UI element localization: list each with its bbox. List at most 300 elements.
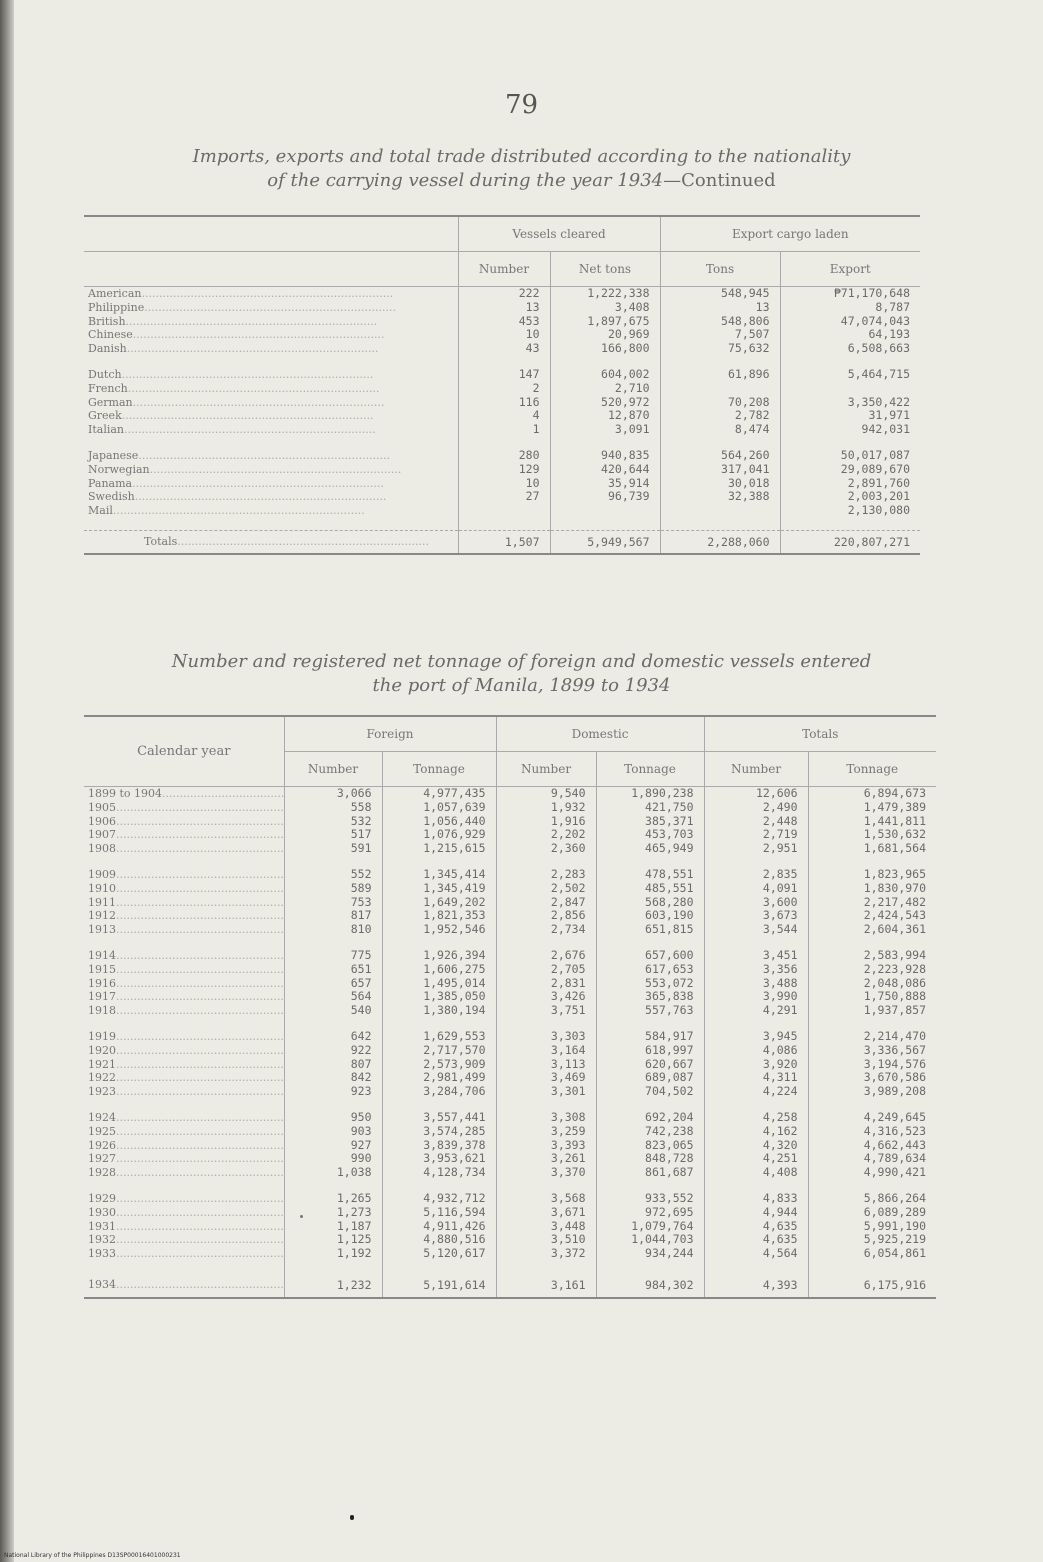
table2-cell: 552 xyxy=(284,868,382,882)
table1-cell-export: 2,130,080 xyxy=(780,504,920,518)
table2-row xyxy=(84,896,936,910)
table2-cell: 1,629,553 xyxy=(382,1030,496,1044)
spacer-cell xyxy=(704,1261,808,1273)
table1-row xyxy=(84,409,920,423)
spacer-cell xyxy=(382,1261,496,1273)
table1-cell-number: 43 xyxy=(458,342,550,356)
calendar-year: 1934 ..... xyxy=(88,1278,284,1291)
table2-cell: 558 xyxy=(284,801,382,815)
calendar-year-label xyxy=(84,949,284,963)
table2-row xyxy=(84,1044,936,1058)
table2-cell: 9,540 xyxy=(496,787,596,801)
table2-cell: 2,604,361 xyxy=(808,923,936,937)
table2-cell: 603,190 xyxy=(596,909,704,923)
table2-cell: 842 xyxy=(284,1071,382,1085)
table1-cell-net-tons xyxy=(550,504,660,518)
table2-cell: 861,687 xyxy=(596,1166,704,1180)
table1-group-gap xyxy=(84,518,920,531)
table1-title xyxy=(0,145,1043,193)
table2-cell: 2,583,994 xyxy=(808,949,936,963)
table2-cell: 2,360 xyxy=(496,842,596,856)
spacer-cell xyxy=(84,1180,284,1192)
table2-cell: 2,856 xyxy=(496,909,596,923)
table2-row xyxy=(84,1220,936,1234)
table2-group-gap xyxy=(84,1261,936,1273)
table2-cell: 618,997 xyxy=(596,1044,704,1058)
table1-title-line1: Imports, exports and total trade distributed according to the nationality xyxy=(192,146,851,167)
table2-column-header: Tonnage xyxy=(596,752,704,787)
table2-row xyxy=(84,868,936,882)
nationality-label xyxy=(84,328,458,342)
table1-cell-export: 47,074,043 xyxy=(780,315,920,329)
nationality-name: Norwegian ..... xyxy=(88,463,401,476)
table2-cell: 990 xyxy=(284,1152,382,1166)
table2-cell: 2,223,928 xyxy=(808,963,936,977)
table2-cell: 1,345,414 xyxy=(382,868,496,882)
table2-cell: 1,038 xyxy=(284,1166,382,1180)
calendar-year-label xyxy=(84,787,284,801)
nationality-name: Philippine ..... xyxy=(88,301,396,314)
table2-group-header: Totals xyxy=(704,716,936,752)
calendar-year: 1922 ..... xyxy=(88,1071,284,1084)
table1-row xyxy=(84,396,920,410)
table2-cell: 2,847 xyxy=(496,896,596,910)
table1-cell-tons: 32,388 xyxy=(660,490,780,504)
table2-cell: 5,191,614 xyxy=(382,1273,496,1298)
table2-group-gap xyxy=(84,937,936,949)
table2-cell: 3,303 xyxy=(496,1030,596,1044)
table2-cell: 3,194,576 xyxy=(808,1058,936,1072)
table2-cell: 4,224 xyxy=(704,1085,808,1099)
spacer-cell xyxy=(84,856,284,868)
manila-vessels-table xyxy=(84,715,936,1299)
table1-row xyxy=(84,449,920,463)
calendar-year-label xyxy=(84,1139,284,1153)
table1-row xyxy=(84,382,920,396)
table2-row xyxy=(84,1058,936,1072)
table2-cell: 2,283 xyxy=(496,868,596,882)
table1-cell-number: 10 xyxy=(458,328,550,342)
table2-cell: 742,238 xyxy=(596,1125,704,1139)
calendar-year-label xyxy=(84,1247,284,1261)
table2-cell: 4,944 xyxy=(704,1206,808,1220)
nationality-name: Danish ..... xyxy=(88,342,378,355)
table2-cell: 1,932 xyxy=(496,801,596,815)
table2-cell: 421,750 xyxy=(596,801,704,815)
table2-cell: 1,187 xyxy=(284,1220,382,1234)
table1-cell-number: 13 xyxy=(458,301,550,315)
nationality-export-table xyxy=(84,215,920,555)
table2-row xyxy=(84,882,936,896)
table2-row xyxy=(84,801,936,815)
calendar-year: 1910 ..... xyxy=(88,882,284,895)
table1-cell-tons: 7,507 xyxy=(660,328,780,342)
calendar-year: 1931 ..... xyxy=(88,1220,284,1233)
table1-cell-tons: 30,018 xyxy=(660,477,780,491)
spacer-cell xyxy=(780,518,920,531)
table1-cell-export: 2,891,760 xyxy=(780,477,920,491)
spacer-cell xyxy=(550,518,660,531)
calendar-year-label xyxy=(84,1085,284,1099)
calendar-year: 1914 ..... xyxy=(88,949,284,962)
table2-cell: 1,495,014 xyxy=(382,977,496,991)
calendar-year: 1907 ..... xyxy=(88,828,284,841)
table1-cell-tons: 70,208 xyxy=(660,396,780,410)
table1-group-gap xyxy=(84,356,920,368)
table1-cell-number: 27 xyxy=(458,490,550,504)
nationality-name: German ..... xyxy=(88,396,384,409)
table2-cell: 984,302 xyxy=(596,1273,704,1298)
calendar-year: 1925 ..... xyxy=(88,1125,284,1138)
table1-cell-export: 6,508,663 xyxy=(780,342,920,356)
table1-cell-tons: 548,945 xyxy=(660,287,780,301)
table2-cell: 2,573,909 xyxy=(382,1058,496,1072)
table2-group-gap xyxy=(84,1018,936,1030)
ink-speck xyxy=(300,1215,303,1218)
table2-cell: 3,751 xyxy=(496,1004,596,1018)
table2-cell: 4,320 xyxy=(704,1139,808,1153)
table1-row xyxy=(84,423,920,437)
table2-cell: 478,551 xyxy=(596,868,704,882)
calendar-year: 1909 ..... xyxy=(88,868,284,881)
table2-cell: 3,488 xyxy=(704,977,808,991)
table2-cell: 2,502 xyxy=(496,882,596,896)
nationality-label xyxy=(84,396,458,410)
table2-cell: 3,671 xyxy=(496,1206,596,1220)
table1-cell-export: 2,003,201 xyxy=(780,490,920,504)
nationality-label xyxy=(84,463,458,477)
table1-cell-tons: 13 xyxy=(660,301,780,315)
table2-year-header: Calendar year xyxy=(84,716,284,787)
nationality-name: Mail ..... xyxy=(88,504,365,517)
table2-row xyxy=(84,1152,936,1166)
table2-cell: 385,371 xyxy=(596,815,704,829)
table2-cell: 3,574,285 xyxy=(382,1125,496,1139)
table2-cell: 1,530,632 xyxy=(808,828,936,842)
spacer-cell xyxy=(458,518,550,531)
table2-cell: 4,258 xyxy=(704,1111,808,1125)
table1-body xyxy=(84,287,920,554)
table2-cell: 1,380,194 xyxy=(382,1004,496,1018)
table2-cell: 584,917 xyxy=(596,1030,704,1044)
table1-cell-number xyxy=(458,504,550,518)
spacer-cell xyxy=(808,1261,936,1273)
table1-cell-export: 31,971 xyxy=(780,409,920,423)
table2-cell: 564 xyxy=(284,990,382,1004)
table2-cell: 3,568 xyxy=(496,1192,596,1206)
table2-row xyxy=(84,1071,936,1085)
table2-cell: 553,072 xyxy=(596,977,704,991)
calendar-year-label xyxy=(84,1152,284,1166)
table1-cell-number: 116 xyxy=(458,396,550,410)
table2-cell: 1,441,811 xyxy=(808,815,936,829)
calendar-year-label xyxy=(84,1004,284,1018)
spacer-cell xyxy=(284,1261,382,1273)
table1-cell-net-tons: 520,972 xyxy=(550,396,660,410)
table1-cell-net-tons: 3,091 xyxy=(550,423,660,437)
book-spine-shadow xyxy=(0,0,14,1562)
table2-cell: 3,161 xyxy=(496,1273,596,1298)
calendar-year: 1933 ..... xyxy=(88,1247,284,1260)
table1-cell-export: 3,350,422 xyxy=(780,396,920,410)
table1-row xyxy=(84,463,920,477)
table1-column-header: Export xyxy=(780,252,920,287)
table2-cell: 1,821,353 xyxy=(382,909,496,923)
nationality-name: Italian ..... xyxy=(88,423,376,436)
table2-cell: 3,451 xyxy=(704,949,808,963)
table2-column-header: Number xyxy=(284,752,382,787)
table2-cell: 3,510 xyxy=(496,1233,596,1247)
table1-cell-number: 453 xyxy=(458,315,550,329)
table2-row xyxy=(84,949,936,963)
table2-cell: 1,125 xyxy=(284,1233,382,1247)
table2-cell: 3,670,586 xyxy=(808,1071,936,1085)
table1-cell-number: 4 xyxy=(458,409,550,423)
table2-cell: 1,890,238 xyxy=(596,787,704,801)
table2-cell: 1,830,970 xyxy=(808,882,936,896)
table2-cell: 927 xyxy=(284,1139,382,1153)
table1-row xyxy=(84,368,920,382)
table1-row xyxy=(84,287,920,301)
spacer-cell xyxy=(84,937,284,949)
calendar-year: 1924 ..... xyxy=(88,1111,284,1124)
table2-title-line2: the port of Manila, 1899 to 1934 xyxy=(372,675,671,696)
calendar-year: 1932 ..... xyxy=(88,1233,284,1246)
table1-row xyxy=(84,328,920,342)
calendar-year: 1899 to 1904 ..... xyxy=(88,787,284,800)
table2-cell: 4,564 xyxy=(704,1247,808,1261)
table2-cell: 4,291 xyxy=(704,1004,808,1018)
table1-cell-tons xyxy=(660,382,780,396)
table2-cell: 5,120,617 xyxy=(382,1247,496,1261)
table2-cell: 3,336,567 xyxy=(808,1044,936,1058)
table2-cell: 3,448 xyxy=(496,1220,596,1234)
table2-row xyxy=(84,990,936,1004)
nationality-label xyxy=(84,504,458,518)
table1-cell-number: 129 xyxy=(458,463,550,477)
table2-cell: 3,953,621 xyxy=(382,1152,496,1166)
table2-row xyxy=(84,1030,936,1044)
table1-cell-export: 942,031 xyxy=(780,423,920,437)
table2-row xyxy=(84,1192,936,1206)
calendar-year-label xyxy=(84,977,284,991)
table2-cell: 557,763 xyxy=(596,1004,704,1018)
table2-column-header: Number xyxy=(704,752,808,787)
table2-cell: 12,606 xyxy=(704,787,808,801)
table2-row xyxy=(84,1247,936,1261)
table2-cell: 3,557,441 xyxy=(382,1111,496,1125)
table2-cell: 517 xyxy=(284,828,382,842)
table1-cell-tons: 2,782 xyxy=(660,409,780,423)
calendar-year-label xyxy=(84,923,284,937)
nationality-name: Japanese ..... xyxy=(88,449,390,462)
calendar-year-label xyxy=(84,1125,284,1139)
table2-cell: 4,635 xyxy=(704,1233,808,1247)
table2-cell: 5,991,190 xyxy=(808,1220,936,1234)
table1-cell-number: 147 xyxy=(458,368,550,382)
table2-row xyxy=(84,1233,936,1247)
totals-label-text: Totals ..... xyxy=(144,535,429,548)
nationality-label xyxy=(84,342,458,356)
table2-cell: 3,301 xyxy=(496,1085,596,1099)
table2-cell: 2,448 xyxy=(704,815,808,829)
table1-cell-export: 5,464,715 xyxy=(780,368,920,382)
table2-cell: 933,552 xyxy=(596,1192,704,1206)
table1-cell-tons: 61,896 xyxy=(660,368,780,382)
table2-row xyxy=(84,1111,936,1125)
table2-cell: 4,911,426 xyxy=(382,1220,496,1234)
calendar-year-label xyxy=(84,909,284,923)
table2-cell: 2,424,543 xyxy=(808,909,936,923)
table2-cell: 3,600 xyxy=(704,896,808,910)
table2-cell: 3,673 xyxy=(704,909,808,923)
nationality-label xyxy=(84,449,458,463)
table2-cell: 4,393 xyxy=(704,1273,808,1298)
calendar-year-label xyxy=(84,1071,284,1085)
table1-cell-net-tons: 1,897,675 xyxy=(550,315,660,329)
nationality-label xyxy=(84,409,458,423)
table2-cell: 692,204 xyxy=(596,1111,704,1125)
table2-group-gap xyxy=(84,856,936,868)
table1-title-line2-plain: —Continued xyxy=(663,170,776,191)
table2-cell: 6,175,916 xyxy=(808,1273,936,1298)
table2-cell: 5,866,264 xyxy=(808,1192,936,1206)
calendar-year: 1929 ..... xyxy=(88,1192,284,1205)
table2-title xyxy=(0,650,1043,698)
table1-column-header: Number xyxy=(458,252,550,287)
table2-cell: 6,054,861 xyxy=(808,1247,936,1261)
table1-cell-export: 64,193 xyxy=(780,328,920,342)
table1-row xyxy=(84,477,920,491)
table2-cell: 3,164 xyxy=(496,1044,596,1058)
table2-row xyxy=(84,1085,936,1099)
table2-cell: 1,916 xyxy=(496,815,596,829)
table2-cell: 3,945 xyxy=(704,1030,808,1044)
calendar-year-label xyxy=(84,1192,284,1206)
nationality-label xyxy=(84,490,458,504)
table2-cell: 1,265 xyxy=(284,1192,382,1206)
calendar-year: 1912 ..... xyxy=(88,909,284,922)
table1-row xyxy=(84,301,920,315)
calendar-year: 1926 ..... xyxy=(88,1139,284,1152)
table2-cell: 532 xyxy=(284,815,382,829)
table2-cell: 5,116,594 xyxy=(382,1206,496,1220)
table2-cell: 1,926,394 xyxy=(382,949,496,963)
table2-cell: 6,089,289 xyxy=(808,1206,936,1220)
spacer-cell xyxy=(84,1099,284,1111)
calendar-year-label xyxy=(84,1166,284,1180)
calendar-year: 1921 ..... xyxy=(88,1058,284,1071)
table1-cell-export: 50,017,087 xyxy=(780,449,920,463)
table2-cell: 2,717,570 xyxy=(382,1044,496,1058)
table2-cell: 1,937,857 xyxy=(808,1004,936,1018)
table1-total-number: 1,507 xyxy=(458,530,550,554)
calendar-year: 1915 ..... xyxy=(88,963,284,976)
table2-cell: 591 xyxy=(284,842,382,856)
table2-cell: 6,894,673 xyxy=(808,787,936,801)
table2-row xyxy=(84,909,936,923)
table2-cell: 3,544 xyxy=(704,923,808,937)
table1-cell-tons: 548,806 xyxy=(660,315,780,329)
table2-cell: 3,989,208 xyxy=(808,1085,936,1099)
table2-cell: 2,048,086 xyxy=(808,977,936,991)
spacer-cell xyxy=(84,1018,284,1030)
table2-body xyxy=(84,787,936,1298)
table2-cell: 950 xyxy=(284,1111,382,1125)
table2-cell: 2,831 xyxy=(496,977,596,991)
table2-cell: 4,408 xyxy=(704,1166,808,1180)
table2-group-gap xyxy=(84,1099,936,1111)
table1-total-net-tons: 5,949,567 xyxy=(550,530,660,554)
table2-cell: 465,949 xyxy=(596,842,704,856)
table2-cell: 848,728 xyxy=(596,1152,704,1166)
table2-cell: 1,056,440 xyxy=(382,815,496,829)
table1-cell-net-tons: 420,644 xyxy=(550,463,660,477)
table2-cell: 922 xyxy=(284,1044,382,1058)
table2-cell: 5,925,219 xyxy=(808,1233,936,1247)
table2-cell: 657,600 xyxy=(596,949,704,963)
calendar-year-label xyxy=(84,963,284,977)
calendar-year-label xyxy=(84,801,284,815)
table2-cell: 4,086 xyxy=(704,1044,808,1058)
archive-footer: National Library of the Philippines D13SP00016401000231 xyxy=(4,1552,181,1559)
table2-cell: 1,823,965 xyxy=(808,868,936,882)
table1-cell-number: 10 xyxy=(458,477,550,491)
table2-cell: 3,426 xyxy=(496,990,596,1004)
table2-row xyxy=(84,1139,936,1153)
calendar-year: 1920 ..... xyxy=(88,1044,284,1057)
table2-cell: 1,076,929 xyxy=(382,828,496,842)
spacer-cell xyxy=(84,356,458,368)
table2-row xyxy=(84,963,936,977)
table2-cell: 1,192 xyxy=(284,1247,382,1261)
table2-cell: 817 xyxy=(284,909,382,923)
table2-cell: 4,990,421 xyxy=(808,1166,936,1180)
calendar-year-label xyxy=(84,1233,284,1247)
table2-cell: 617,653 xyxy=(596,963,704,977)
table1-cell-export: ₱71,170,648 xyxy=(780,287,920,301)
table2-row xyxy=(84,923,936,937)
table2-row xyxy=(84,1125,936,1139)
table2-cell: 657 xyxy=(284,977,382,991)
page-number: 79 xyxy=(504,90,539,120)
calendar-year: 1906 ..... xyxy=(88,815,284,828)
table2-cell: 2,981,499 xyxy=(382,1071,496,1085)
table1-row xyxy=(84,490,920,504)
table2-cell: 3,372 xyxy=(496,1247,596,1261)
table2-cell: 689,087 xyxy=(596,1071,704,1085)
calendar-year: 1911 ..... xyxy=(88,896,284,909)
table2-cell: 1,057,639 xyxy=(382,801,496,815)
nationality-label xyxy=(84,382,458,396)
table2-cell: 2,951 xyxy=(704,842,808,856)
table2-cell: 4,249,645 xyxy=(808,1111,936,1125)
table2-cell: 4,977,435 xyxy=(382,787,496,801)
table2-cell: 1,044,703 xyxy=(596,1233,704,1247)
table2-cell: 2,734 xyxy=(496,923,596,937)
table2-cell: 3,839,378 xyxy=(382,1139,496,1153)
calendar-year-label xyxy=(84,828,284,842)
calendar-year-label xyxy=(84,868,284,882)
table2-cell: 1,215,615 xyxy=(382,842,496,856)
table1-cell-number: 222 xyxy=(458,287,550,301)
table2-cell: 4,789,634 xyxy=(808,1152,936,1166)
calendar-year: 1908 ..... xyxy=(88,842,284,855)
table2-cell: 642 xyxy=(284,1030,382,1044)
table2-cell: 3,393 xyxy=(496,1139,596,1153)
table2-cell: 903 xyxy=(284,1125,382,1139)
table2-column-header: Tonnage xyxy=(382,752,496,787)
